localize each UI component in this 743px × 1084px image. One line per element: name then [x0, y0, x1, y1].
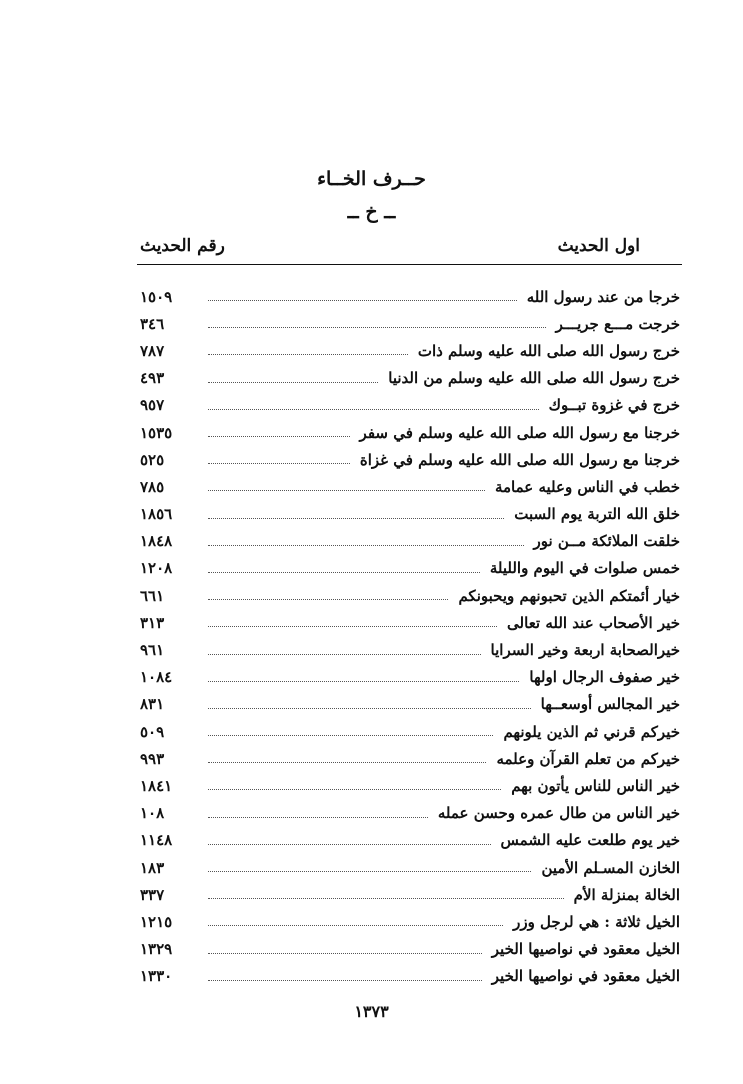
dot-leader: [208, 762, 486, 763]
entry-hadith-number: ٩٩٣: [140, 749, 165, 768]
index-entry: [140, 419, 680, 446]
entry-hadith-number: ١٨٤١: [140, 776, 173, 795]
entry-hadith-start: الخيل معقود في نواصيها الخير: [491, 967, 680, 986]
dot-leader: [208, 681, 519, 682]
entry-hadith-number: ١٢١٥: [140, 912, 173, 931]
index-entry: [140, 337, 680, 364]
entry-hadith-start: خرج رسول الله صلى الله عليه وسلم من الدنيا: [388, 369, 680, 388]
entry-hadith-number: ١٥٣٥: [140, 423, 173, 442]
dot-leader: [208, 518, 504, 519]
index-entry: [140, 963, 680, 990]
entry-hadith-number: ٩٦١: [140, 641, 165, 660]
index-entry: [140, 609, 680, 636]
index-entry: [140, 582, 680, 609]
dot-leader: [208, 599, 448, 600]
entry-hadith-number: ٤٩٣: [140, 369, 165, 388]
entry-hadith-number: ٥٠٩: [140, 722, 165, 741]
index-entry: [140, 664, 680, 691]
entry-hadith-start: خيركم قرني ثم الذين يلونهم: [503, 722, 680, 741]
entry-hadith-number: ١٣٣٠: [140, 967, 173, 986]
entry-hadith-number: ١١٤٨: [140, 831, 173, 850]
index-entry: [140, 718, 680, 745]
index-entry: [140, 636, 680, 663]
entry-hadith-start: خيار أئمتكم الذين تحبونهم ويحبونكم: [458, 586, 680, 605]
entry-hadith-start: خطب في الناس وعليه عمامة: [494, 477, 680, 496]
dot-leader: [208, 327, 546, 328]
entry-hadith-number: ١٢٠٨: [140, 559, 173, 578]
section-title: حــرف الخــاء: [317, 168, 426, 190]
index-entry: [140, 881, 680, 908]
index-entry: [140, 936, 680, 963]
entry-hadith-start: الخيل ثلاثة : هي لرجل وزر: [513, 912, 680, 931]
dot-leader: [208, 626, 497, 627]
entry-hadith-start: خرجنا مع رسول الله صلى الله عليه وسلم في غزاة: [359, 450, 680, 469]
entry-hadith-number: ٦٦١: [140, 586, 165, 605]
index-entry: [140, 392, 680, 419]
entry-hadith-number: ٣٣٧: [140, 885, 165, 904]
index-entry: [140, 446, 680, 473]
entry-hadith-start: خير المجالس أوسعــها: [540, 695, 680, 714]
dot-leader: [208, 708, 531, 709]
index-entry: [140, 800, 680, 827]
entry-hadith-number: ٨٣١: [140, 695, 165, 714]
entry-hadith-number: ٣٤٦: [140, 314, 165, 333]
index-entry: [140, 501, 680, 528]
entry-hadith-start: الخيل معقود في نواصيها الخير: [491, 940, 680, 959]
index-entry: [140, 691, 680, 718]
entry-hadith-number: ٧٨٧: [140, 341, 165, 360]
entry-hadith-start: خرج رسول الله صلى الله عليه وسلم ذات: [417, 341, 680, 360]
index-entry: [140, 283, 680, 310]
entry-hadith-start: خير الناس للناس يأتون بهم: [511, 776, 680, 795]
dot-leader: [208, 354, 408, 355]
entry-hadith-number: ١٥٠٩: [140, 287, 173, 306]
entry-hadith-number: ١٠٨: [140, 804, 165, 823]
index-entry: [140, 854, 680, 881]
entry-hadith-number: ١٨٣: [140, 858, 165, 877]
entry-hadith-start: خير الناس من طال عمره وحسن عمله: [437, 804, 680, 823]
index-entry: [140, 827, 680, 854]
column-header-hadith-start: اول الحديث: [557, 236, 640, 256]
entry-hadith-start: خير يوم طلعت عليه الشمس: [500, 831, 680, 850]
dot-leader: [208, 572, 480, 573]
header-divider: [137, 264, 682, 265]
entry-hadith-start: خرجت مـــع جريـــر: [555, 314, 680, 333]
dot-leader: [208, 789, 501, 790]
dot-leader: [208, 382, 378, 383]
dot-leader: [208, 300, 517, 301]
entry-hadith-start: خيرالصحابة اربعة وخير السرايا: [490, 641, 680, 660]
index-entry: [140, 473, 680, 500]
dot-leader: [208, 871, 531, 872]
entry-hadith-start: خرجا من عند رسول الله: [526, 287, 680, 306]
entry-hadith-start: خلقت الملائكة مــن نور: [533, 532, 680, 551]
dot-leader: [208, 844, 491, 845]
entry-hadith-start: خمس صلوات في اليوم والليلة: [489, 559, 680, 578]
dot-leader: [208, 925, 503, 926]
index-entry: [140, 908, 680, 935]
section-letter: ــ خ ــ: [347, 201, 396, 223]
index-entry: [140, 310, 680, 337]
entry-hadith-start: خير صفوف الرجال اولها: [529, 668, 680, 687]
entry-hadith-start: خرج في غزوة تبــوك: [548, 396, 680, 415]
entry-hadith-number: ١٣٢٩: [140, 940, 173, 959]
dot-leader: [208, 463, 350, 464]
index-entry: [140, 745, 680, 772]
entry-hadith-start: الخالة بمنزلة الأم: [573, 885, 680, 904]
column-header-hadith-number: رقم الحديث: [140, 236, 225, 256]
entry-hadith-number: ٣١٣: [140, 613, 165, 632]
entry-hadith-start: الخازن المسـلم الأمين: [541, 858, 680, 877]
dot-leader: [208, 898, 564, 899]
dot-leader: [208, 735, 493, 736]
entry-hadith-start: خير الأصحاب عند الله تعالى: [507, 613, 680, 632]
dot-leader: [208, 654, 481, 655]
index-entry: [140, 365, 680, 392]
entry-hadith-start: خيركم من تعلم القرآن وعلمه: [496, 749, 680, 768]
entry-hadith-number: ٩٥٧: [140, 396, 165, 415]
index-entry: [140, 772, 680, 799]
dot-leader: [208, 436, 350, 437]
dot-leader: [208, 545, 524, 546]
index-entry: [140, 555, 680, 582]
index-entry: [140, 528, 680, 555]
dot-leader: [208, 953, 482, 954]
page-number: ١٣٧٣: [354, 1002, 389, 1021]
entry-hadith-start: خرجنا مع رسول الله صلى الله عليه وسلم في سفر: [359, 423, 680, 442]
dot-leader: [208, 980, 482, 981]
hadith-index-list: [140, 283, 680, 990]
entry-hadith-start: خلق الله التربة يوم السبت: [514, 505, 680, 524]
dot-leader: [208, 817, 428, 818]
entry-hadith-number: ٧٨٥: [140, 477, 165, 496]
entry-hadith-number: ١٨٤٨: [140, 532, 173, 551]
entry-hadith-number: ١٠٨٤: [140, 668, 173, 687]
entry-hadith-number: ١٨٥٦: [140, 505, 173, 524]
dot-leader: [208, 490, 485, 491]
entry-hadith-number: ٥٢٥: [140, 450, 165, 469]
dot-leader: [208, 409, 539, 410]
